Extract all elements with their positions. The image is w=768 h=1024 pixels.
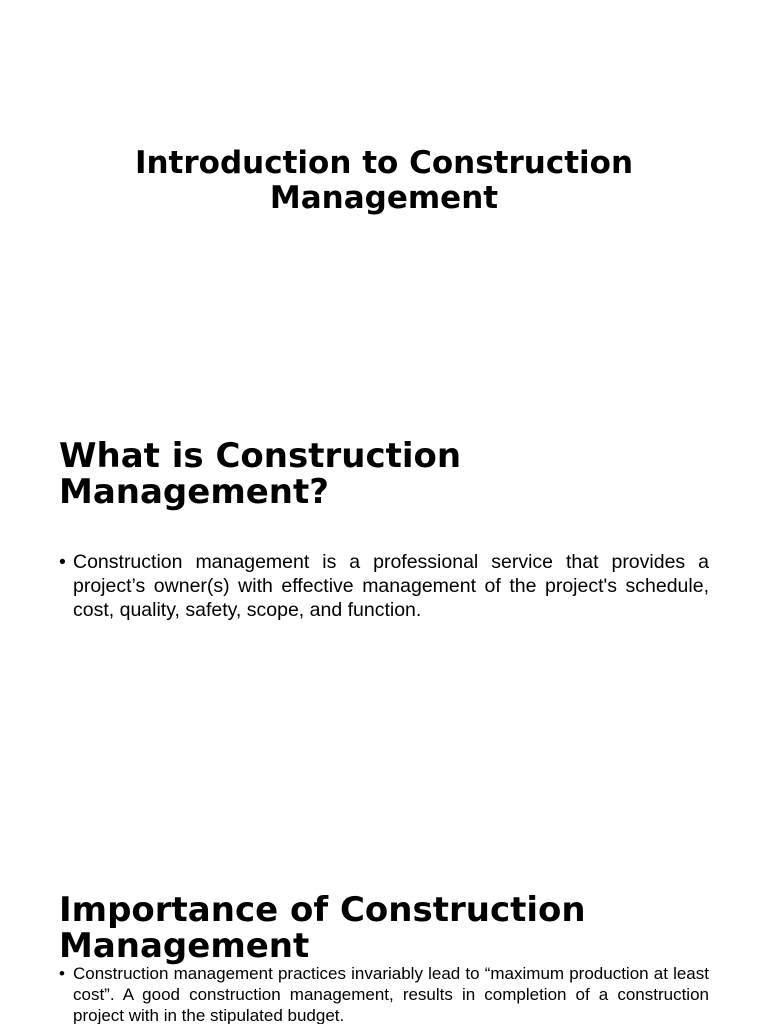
bullet-list	[59, 963, 709, 1024]
presentation-title: Introduction to Construction Management	[134, 145, 634, 216]
bullet-text: Construction management practices invariably lead to “maximum production at least cost”. A good construction management, results in completion of a construction project with in the stipulated budget.	[73, 964, 709, 1024]
slide-importance-of-construction-management	[0, 860, 768, 1024]
bullet-item	[59, 550, 709, 622]
slide-heading: What is Construction Management?	[59, 436, 462, 512]
bullet-icon: •	[59, 964, 65, 983]
title-slide	[0, 0, 768, 420]
bullet-item	[59, 963, 709, 1024]
slide-what-is-construction-management	[0, 420, 768, 860]
bullet-text: Construction management is a professional service that provides a project’s owner(s) with effective management of the project's schedule, cost, quality, safety, scope, and function.	[73, 551, 709, 621]
bullet-list	[59, 550, 709, 622]
slide-heading: Importance of Construction Management	[59, 890, 586, 966]
bullet-icon: •	[59, 551, 66, 573]
